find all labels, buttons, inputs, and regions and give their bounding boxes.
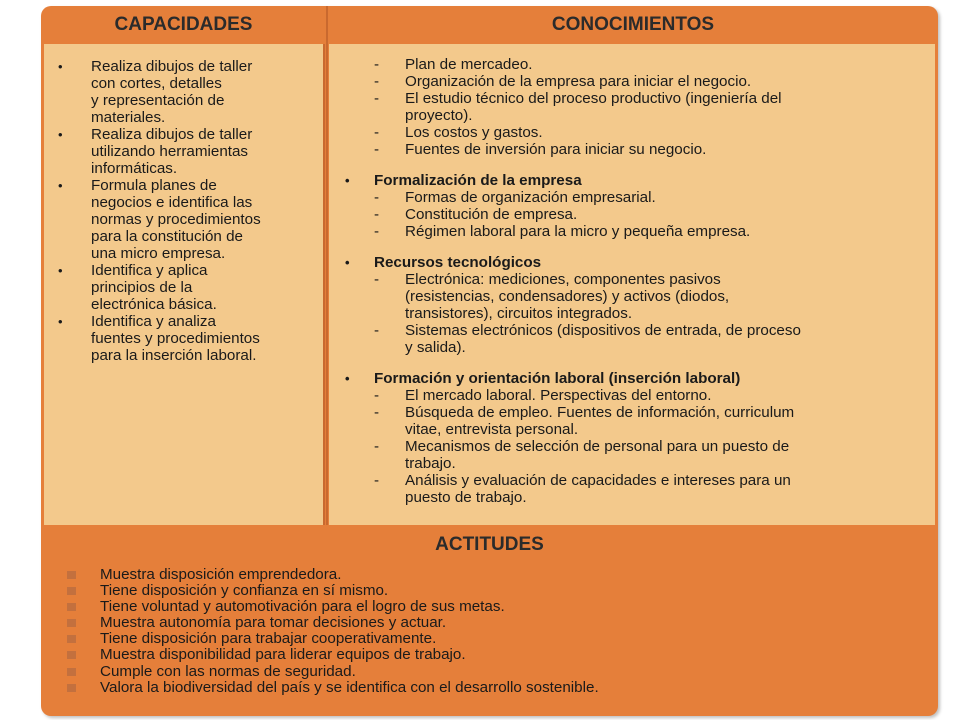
capacidades-list xyxy=(44,44,323,364)
section-title-text: Recursos tecnológicos xyxy=(374,254,542,271)
text-line: Mecanismos de selección de personal para un puesto de xyxy=(405,438,790,455)
actitud-item xyxy=(67,664,599,680)
actitud-text: Valora la biodiversidad del país y se identifica con el desarrollo sostenible. xyxy=(100,678,599,696)
text-line: Formula planes de xyxy=(91,177,217,194)
text-line: Plan de mercadeo. xyxy=(405,56,533,73)
bullet-icon: • xyxy=(58,127,63,142)
conocimiento-item xyxy=(337,438,927,472)
text-line: vitae, entrevista personal. xyxy=(405,421,579,438)
text-line: principios de la xyxy=(91,279,193,296)
column-divider xyxy=(326,6,328,525)
text-line: electrónica básica. xyxy=(91,296,217,313)
actitudes-list xyxy=(67,567,599,696)
actitud-item xyxy=(67,615,599,631)
text-line: El estudio técnico del proceso productivo (ingeniería del xyxy=(405,90,782,107)
bullet-icon: • xyxy=(58,59,63,74)
conocimiento-item xyxy=(337,472,927,506)
text-line: Constitución de empresa. xyxy=(405,206,578,223)
text-line: Fuentes de inversión para iniciar su negocio. xyxy=(405,141,707,158)
text-line: proyecto). xyxy=(405,107,473,124)
conocimiento-item xyxy=(337,223,927,240)
actitud-item xyxy=(67,680,599,696)
dash-icon: - xyxy=(374,322,380,339)
conocimiento-item xyxy=(337,124,927,141)
square-bullet-icon xyxy=(67,635,76,643)
text-line: materiales. xyxy=(91,109,166,126)
dash-icon: - xyxy=(374,387,380,404)
dash-icon: - xyxy=(374,223,380,240)
text-line: Búsqueda de empleo. Fuentes de información, curriculum xyxy=(405,404,795,421)
text-line: El mercado laboral. Perspectivas del entorno. xyxy=(405,387,712,404)
section-title-text: Formación y orientación laboral (inserción laboral) xyxy=(374,370,741,387)
actitud-text: Muestra disposición emprendedora. xyxy=(100,566,342,583)
bullet-icon: • xyxy=(345,173,350,188)
conocimiento-section-title xyxy=(337,370,927,387)
text-line: Los costos y gastos. xyxy=(405,124,543,141)
square-bullet-icon xyxy=(67,651,76,659)
text-line: para la constitución de xyxy=(91,228,243,245)
text-line: (resistencias, condensadores) y activos (diodos, xyxy=(405,288,730,305)
dash-icon: - xyxy=(374,472,380,489)
dash-icon: - xyxy=(374,271,380,288)
conocimientos-header: CONOCIMIENTOS xyxy=(551,14,715,35)
capacidad-item xyxy=(58,177,317,262)
square-bullet-icon xyxy=(67,571,76,579)
actitud-text: Cumple con las normas de seguridad. xyxy=(100,662,356,680)
dash-icon: - xyxy=(374,73,380,90)
dash-icon: - xyxy=(374,404,380,421)
text-line: normas y procedimientos xyxy=(91,211,261,228)
text-line: Identifica y aplica xyxy=(91,262,208,279)
text-line: transistores), circuitos integrados. xyxy=(405,305,633,322)
dash-icon: - xyxy=(374,206,380,223)
conocimiento-item xyxy=(337,387,927,404)
dash-icon: - xyxy=(374,438,380,455)
bullet-icon: • xyxy=(58,263,63,278)
actitud-item xyxy=(67,567,599,583)
conocimientos-panel xyxy=(329,44,935,525)
actitud-text: Muestra autonomía para tomar decisiones y actuar. xyxy=(100,614,447,632)
square-bullet-icon xyxy=(67,668,76,676)
text-line: Realiza dibujos de taller xyxy=(91,58,253,75)
bullet-icon: • xyxy=(345,255,350,270)
conocimiento-item xyxy=(337,404,927,438)
text-line: Régimen laboral para la micro y pequeña empresa. xyxy=(405,223,751,240)
text-line: puesto de trabajo. xyxy=(405,489,527,506)
text-line: Organización de la empresa para iniciar el negocio. xyxy=(405,73,752,90)
capacidades-header: CAPACIDADES xyxy=(114,14,253,35)
dash-icon: - xyxy=(374,56,380,73)
dash-icon: - xyxy=(374,124,380,141)
dash-icon: - xyxy=(374,189,380,206)
square-bullet-icon xyxy=(67,587,76,595)
actitud-item xyxy=(67,647,599,663)
conocimiento-item xyxy=(337,322,927,356)
text-line: para la inserción laboral. xyxy=(91,347,257,364)
text-line: una micro empresa. xyxy=(91,245,226,262)
conocimiento-item xyxy=(337,206,927,223)
conocimiento-section-title xyxy=(337,172,927,189)
bullet-icon: • xyxy=(58,178,63,193)
conocimientos-list xyxy=(329,44,935,506)
actitud-item xyxy=(67,599,599,615)
text-line: Identifica y analiza xyxy=(91,313,216,330)
text-line: Sistemas electrónicos (dispositivos de entrada, de proceso xyxy=(405,322,801,339)
capacidad-item xyxy=(58,126,317,177)
capacidad-item xyxy=(58,58,317,126)
text-line: fuentes y procedimientos xyxy=(91,330,260,347)
text-line: utilizando herramientas xyxy=(91,143,249,160)
bullet-icon: • xyxy=(58,314,63,329)
text-line: trabajo. xyxy=(405,455,456,472)
actitud-text: Muestra disponibilidad para liderar equipos de trabajo. xyxy=(100,646,466,664)
text-line: con cortes, detalles xyxy=(91,75,222,92)
square-bullet-icon xyxy=(67,684,76,692)
section-title-text: Formalización de la empresa xyxy=(374,172,582,189)
conocimiento-item xyxy=(337,271,927,322)
square-bullet-icon xyxy=(67,619,76,627)
text-line: Formas de organización empresarial. xyxy=(405,189,656,206)
actitud-text: Tiene voluntad y automotivación para el logro de sus metas. xyxy=(100,598,505,616)
actitud-text: Tiene disposición y confianza en sí mismo. xyxy=(100,582,389,600)
text-line: informáticas. xyxy=(91,160,178,177)
text-line: Realiza dibujos de taller xyxy=(91,126,253,143)
capacidad-item xyxy=(58,313,317,364)
text-line: Electrónica: mediciones, componentes pasivos xyxy=(405,271,721,288)
conocimiento-item xyxy=(337,189,927,206)
conocimiento-item xyxy=(337,56,927,73)
actitud-item xyxy=(67,583,599,599)
dash-icon: - xyxy=(374,90,380,107)
conocimiento-item xyxy=(337,73,927,90)
conocimiento-item xyxy=(337,90,927,124)
text-line: Análisis y evaluación de capacidades e intereses para un xyxy=(405,472,791,489)
capacidad-item xyxy=(58,262,317,313)
actitud-item xyxy=(67,631,599,647)
conocimiento-item xyxy=(337,141,927,158)
actitudes-header: ACTITUDES xyxy=(435,534,544,555)
capacidades-panel xyxy=(44,44,325,525)
text-line: y representación de xyxy=(91,92,225,109)
bullet-icon: • xyxy=(345,371,350,386)
square-bullet-icon xyxy=(67,603,76,611)
text-line: negocios e identifica las xyxy=(91,194,253,211)
dash-icon: - xyxy=(374,141,380,158)
actitud-text: Tiene disposición para trabajar cooperativamente. xyxy=(100,630,437,648)
curriculum-table xyxy=(41,6,938,716)
text-line: y salida). xyxy=(405,339,466,356)
conocimiento-section-title xyxy=(337,254,927,271)
